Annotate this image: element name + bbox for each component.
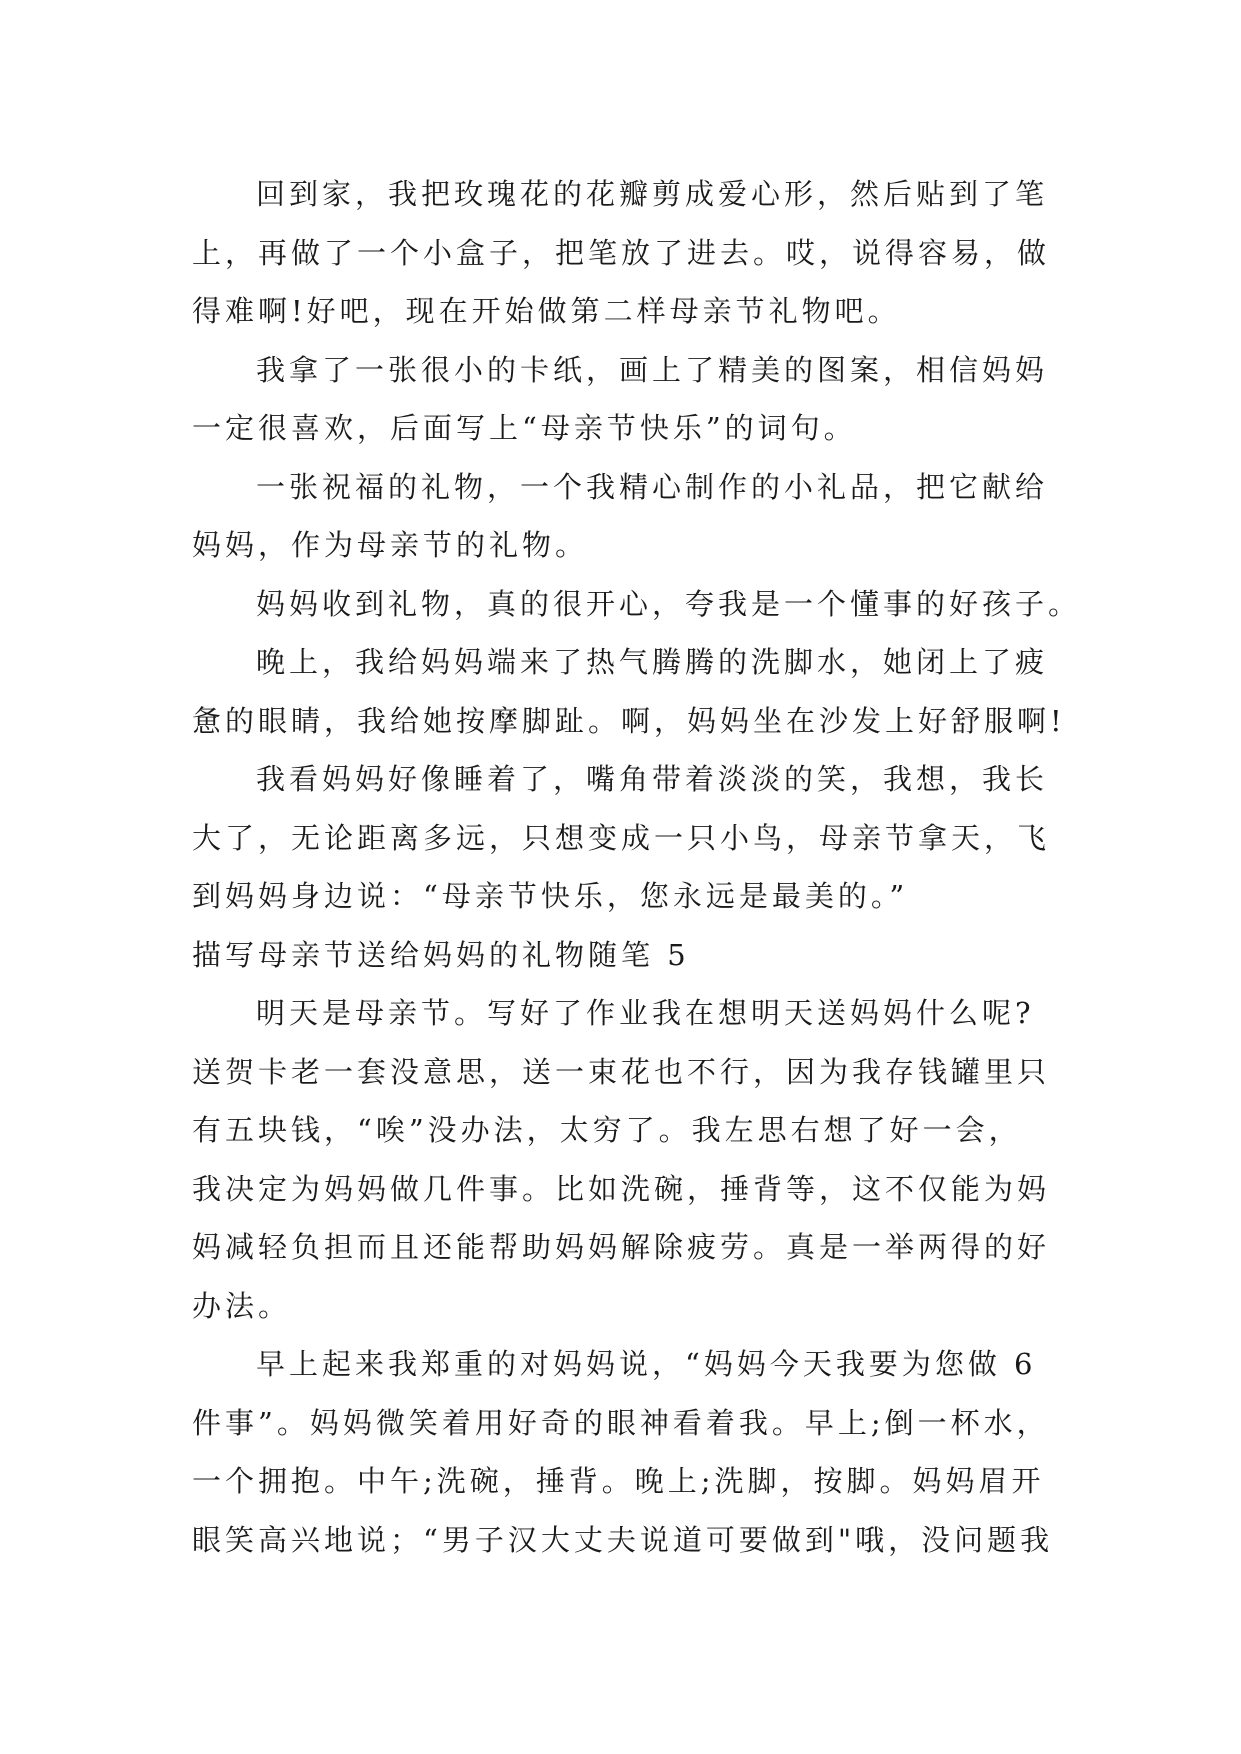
section-heading: 描写母亲节送给妈妈的礼物随笔 5 xyxy=(192,937,690,972)
document-body xyxy=(192,165,1082,1569)
paragraph-line: 件事”。妈妈微笑着用好奇的眼神看着我。早上;倒一杯水， xyxy=(192,1405,1050,1440)
paragraph-line: 妈妈，作为母亲节的礼物。 xyxy=(192,528,589,562)
paragraph-line: 明天是母亲节。写好了作业我在想明天送妈妈什么呢? xyxy=(256,996,1035,1030)
paragraph-line: 一定很喜欢，后面写上“母亲节快乐”的词句。 xyxy=(192,411,857,445)
paragraph-line: 送贺卡老一套没意思，送一束花也不行，因为我存钱罐里只 xyxy=(192,1054,1051,1089)
paragraph-line: 妈妈收到礼物，真的很开心，夸我是一个懂事的好孩子。 xyxy=(256,586,1082,621)
paragraph-line: 上，再做了一个小盒子，把笔放了进去。哎，说得容易，做 xyxy=(192,235,1051,270)
paragraph-line: 我看妈妈好像睡着了，嘴角带着淡淡的笑，我想，我长 xyxy=(256,762,1049,796)
paragraph-line: 有五块钱，“唉”没办法，太穷了。我左思右想了好一会， xyxy=(192,1113,1022,1147)
paragraph-line: 回到家，我把玫瑰花的花瓣剪成爱心形，然后贴到了笔 xyxy=(256,177,1049,211)
paragraph-line: 我决定为妈妈做几件事。比如洗碗，捶背等，这不仅能为妈 xyxy=(192,1171,1051,1206)
paragraph-line: 大了，无论距离多远，只想变成一只小鸟，母亲节拿天，飞 xyxy=(192,820,1051,855)
paragraph-line: 眼笑高兴地说；“男子汉大丈夫说道可要做到"哦，没问题我 xyxy=(192,1522,1054,1557)
paragraph-line: 得难啊!好吧，现在开始做第二样母亲节礼物吧。 xyxy=(192,294,901,328)
paragraph-line: 惫的眼睛，我给她按摩脚趾。啊，妈妈坐在沙发上好舒服啊! xyxy=(192,703,1066,738)
paragraph-line: 早上起来我郑重的对妈妈说，“妈妈今天我要为您做 6 xyxy=(256,1347,1037,1381)
paragraph-line: 晚上，我给妈妈端来了热气腾腾的洗脚水，她闭上了疲 xyxy=(256,645,1049,679)
paragraph-line: 一个拥抱。中午;洗碗，捶背。晚上;洗脚，按脚。妈妈眉开 xyxy=(192,1464,1045,1498)
paragraph-line: 办法。 xyxy=(192,1288,292,1323)
paragraph-line: 妈减轻负担而且还能帮助妈妈解除疲劳。真是一举两得的好 xyxy=(192,1230,1051,1264)
paragraph-line: 我拿了一张很小的卡纸，画上了精美的图案，相信妈妈 xyxy=(256,352,1049,387)
paragraph-line: 到妈妈身边说：“母亲节快乐，您永远是最美的。” xyxy=(192,879,909,913)
paragraph-line: 一张祝福的礼物，一个我精心制作的小礼品，把它献给 xyxy=(256,469,1049,504)
